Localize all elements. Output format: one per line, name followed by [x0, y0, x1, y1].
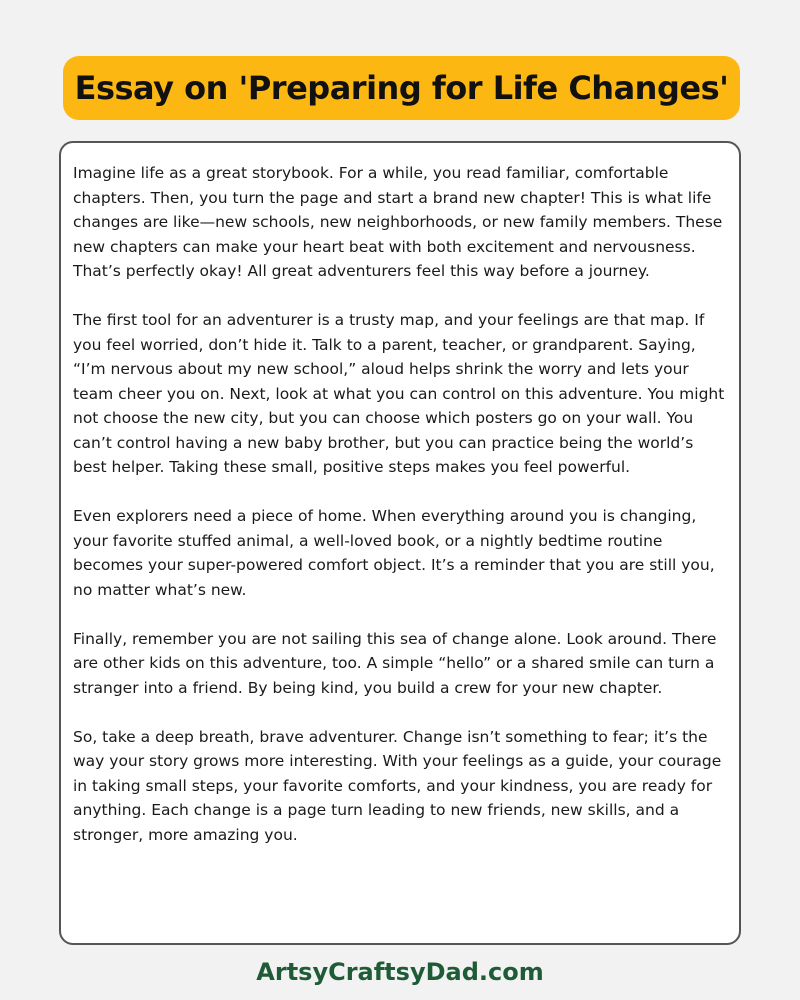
- essay-paragraph-4: Finally, remember you are not sailing this sea of change alone. Look around. There are other kids on this adventure, too. A simple “hello” or a shared smile can turn a stranger into a friend. By being kind, you build a crew for your new chapter.: [73, 629, 717, 697]
- site-credit: ArtsyCraftsyDad.com: [256, 958, 544, 986]
- title-banner: [63, 56, 740, 120]
- essay-paragraph-2: The first tool for an adventurer is a trusty map, and your feelings are that map. If you feel worried, don’t hide it. Talk to a parent, teacher, or grandparent. Saying, “I’m nervous about my new school,” aloud helps shrink the worry and lets your team cheer you on. Next, look at what you can control on this adventure. You might not choose the new city, but you can choose which posters go on your wall. You can’t control having a new baby brother, but you can practice being the world’s best helper. Taking these small, positive steps makes you feel powerful.: [73, 311, 725, 476]
- essay-paragraph-3: Even explorers need a piece of home. When everything around you is changing, your favorite stuffed animal, a well-loved book, or a nightly bedtime routine becomes your super-powered comfort object. It’s a reminder that you are still you, no matter what’s new.: [73, 507, 715, 599]
- essay-paragraph-1: Imagine life as a great storybook. For a while, you read familiar, comfortable chapters. Then, you turn the page and start a brand new chapter! This is what life changes are like—new schools, new neighborhoods, or new family members. These new chapters can make your heart beat with both excitement and nervousness. That’s perfectly okay! All great adventurers feel this way before a journey.: [73, 164, 723, 280]
- page-title: Essay on 'Preparing for Life Changes': [74, 69, 729, 107]
- essay-box: [59, 141, 741, 945]
- footer: [0, 950, 800, 994]
- essay-paragraph-5: So, take a deep breath, brave adventurer. Change isn’t something to fear; it’s the way your story grows more interesting. With your feelings as a guide, your courage in taking small steps, your favorite comforts, and your kindness, you are ready for anything. Each change is a page turn leading to new friends, new skills, and a stronger, more amazing you.: [73, 727, 722, 844]
